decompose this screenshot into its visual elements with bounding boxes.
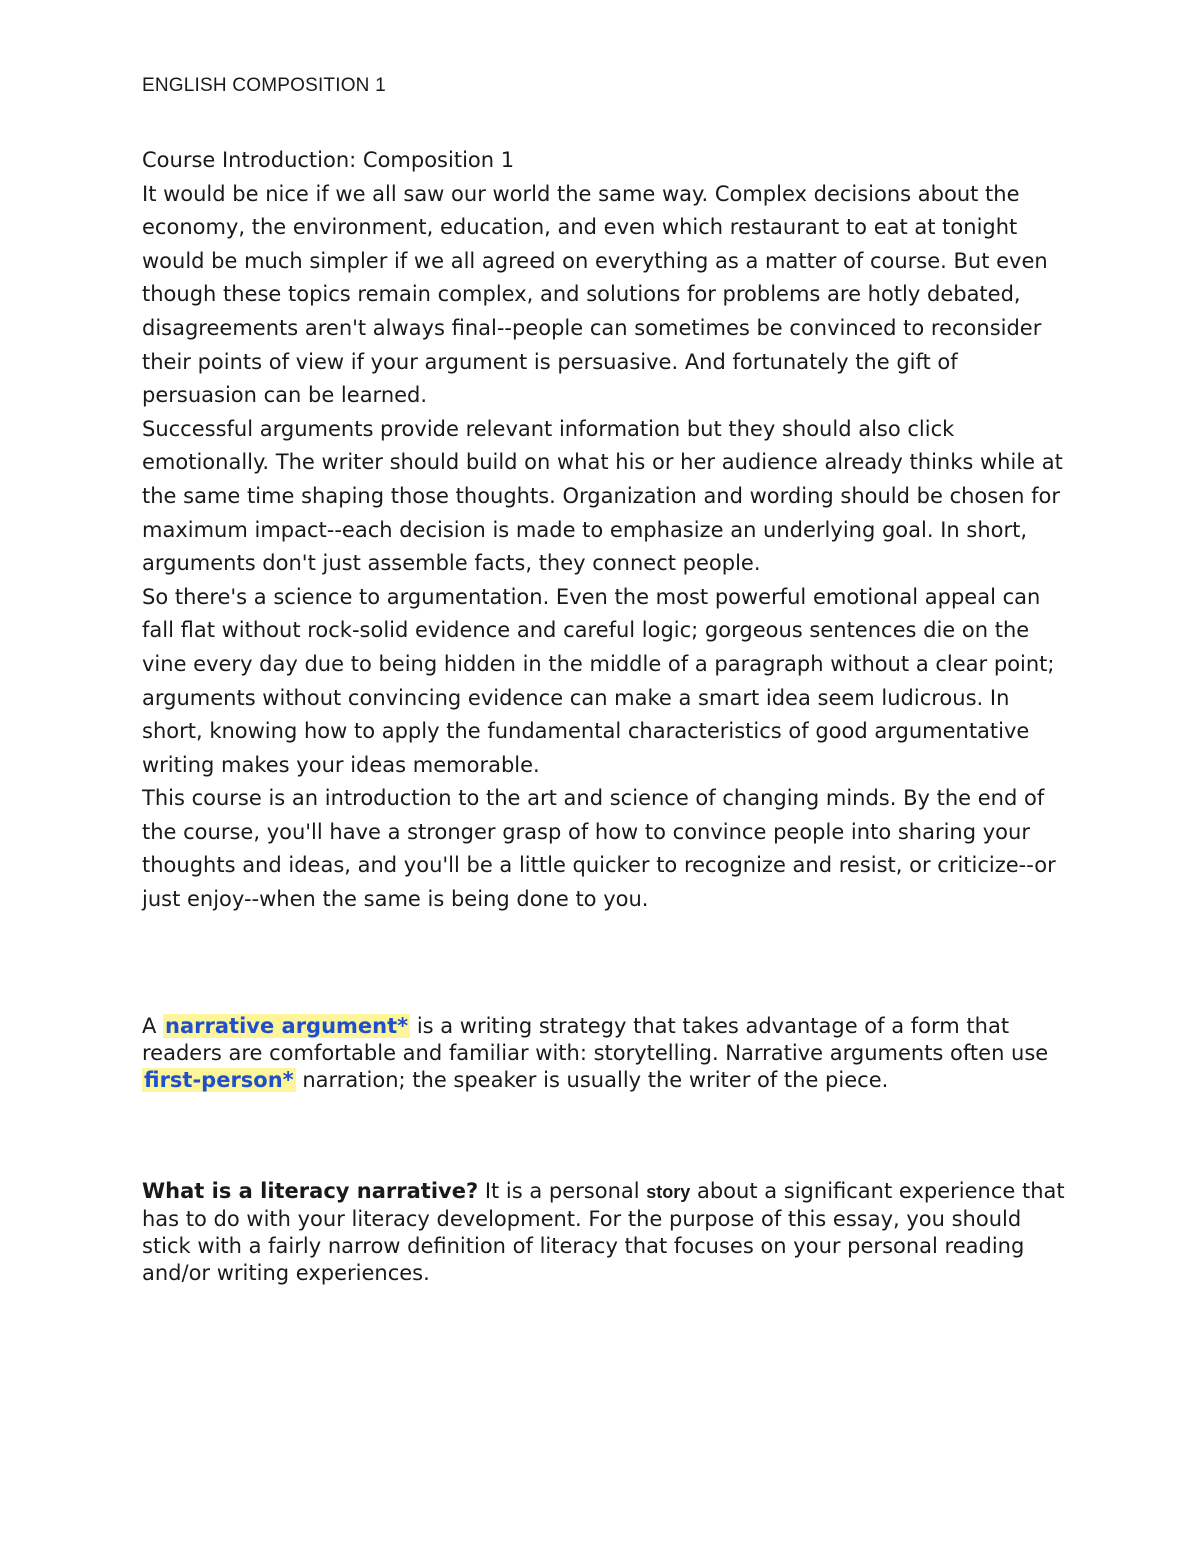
narrative-argument-paragraph — [142, 1013, 1072, 1094]
narrative-text-2: is a writing strategy that takes advantage of a form that readers are comfortable and familiar with: storytelling. Narrative arguments often use — [142, 1014, 1049, 1065]
story-keyword: story — [646, 1182, 691, 1202]
literacy-text-1: It is a personal — [478, 1179, 647, 1203]
term-narrative-argument[interactable]: narrative argument* — [165, 1014, 409, 1038]
intro-paragraph-2: Successful arguments provide relevant information but they should also click emotionally. The writer should build on what his or her audience already thinks while at the same time shaping those thoughts. Organization and wording should be chosen for maximum impact--each decision is made to emphasize an underlying goal. In short, arguments don't just assemble facts, they connect people. — [142, 416, 1063, 576]
document-header: ENGLISH COMPOSITION 1 — [142, 75, 386, 96]
term-first-person[interactable]: first-person* — [144, 1068, 294, 1092]
literacy-question: What is a literacy narrative? — [142, 1179, 479, 1203]
intro-paragraph-1: It would be nice if we all saw our world the same way. Complex decisions about the economy, the environment, education, and even which restaurant to eat at tonight would be much simpler if we all agreed on everything as a matter of course. But even though these topics remain complex, and solutions for problems are hotly debated, disagreements aren't always final--people can sometimes be convinced to reconsider their points of view if your argument is persuasive. And fortunately the gift of persuasion can be learned. — [142, 181, 1048, 408]
literacy-narrative-paragraph — [142, 1178, 1072, 1287]
narrative-text-3: narration; the speaker is usually the writer of the piece. — [295, 1068, 889, 1092]
intro-title: Course Introduction: Composition 1 — [142, 148, 515, 172]
intro-paragraph-3: So there's a science to argumentation. Even the most powerful emotional appeal can fall flat without rock-solid evidence and careful logic; gorgeous sentences die on the vine every day due to being hidden in the middle of a paragraph without a clear point; arguments without convincing evidence can make a smart idea seem ludicrous. In short, knowing how to apply the fundamental characteristics of good argumentative writing makes your ideas memorable. — [142, 584, 1055, 777]
literacy-text-2: about a significant experience that has to do with your literacy development. For the purpose of this essay, you should stick with a fairly narrow definition of literacy that focuses on your personal reading and/or writing experiences. — [142, 1179, 1065, 1285]
narrative-text-1: A — [142, 1014, 164, 1038]
intro-paragraph-4: This course is an introduction to the art and science of changing minds. By the end of the course, you'll have a stronger grasp of how to convince people into sharing your thoughts and ideas, and you'll be a little quicker to recognize and resist, or criticize--or just enjoy--when the same is being done to you. — [142, 786, 1056, 912]
course-introduction — [142, 144, 1072, 917]
